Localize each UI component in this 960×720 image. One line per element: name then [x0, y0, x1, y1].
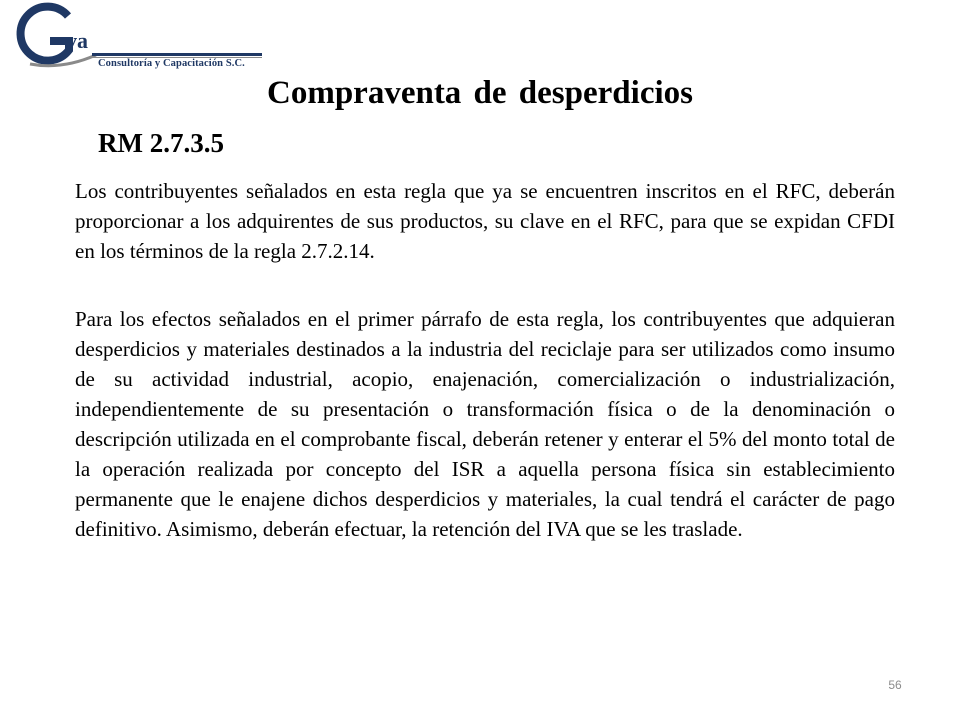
paragraph-1: Los contribuyentes señalados en esta regla que ya se encuentren inscritos en el RFC, deberán proporcionar a los adquirentes de sus productos, su clave en el RFC, para que se expidan CFDI en los términos de la regla 2.7.2.14.	[75, 179, 895, 263]
slide-title: Compraventa de desperdicios	[267, 75, 693, 111]
company-logo	[6, 2, 268, 78]
logo-mark-text: va	[66, 28, 88, 53]
paragraph-2: Para los efectos señalados en el primer párrafo de esta regla, los contribuyentes que adquieran desperdicios y materiales destinados a la industria del reciclaje para ser utilizados como insumo de su actividad industrial, acopio, enajenación, comercialización o industrialización, independientemente de su presentación o transformación física o de la denominación o descripción utilizada en el comprobante fiscal, deberán retener y enterar el 5% del monto total de la operación realizada por concepto del ISR a aquella persona física sin establecimiento permanente que le enajene dichos desperdicios y materiales, la cual tendrá el carácter de pago definitivo. Asimismo, deberán efectuar, la retención del IVA que se les traslade.	[75, 307, 895, 541]
page-number: 56	[888, 678, 902, 692]
rule-code: RM 2.7.3.5	[98, 128, 224, 158]
logo-subtitle: Consultoría y Capacitación S.C.	[98, 58, 245, 69]
